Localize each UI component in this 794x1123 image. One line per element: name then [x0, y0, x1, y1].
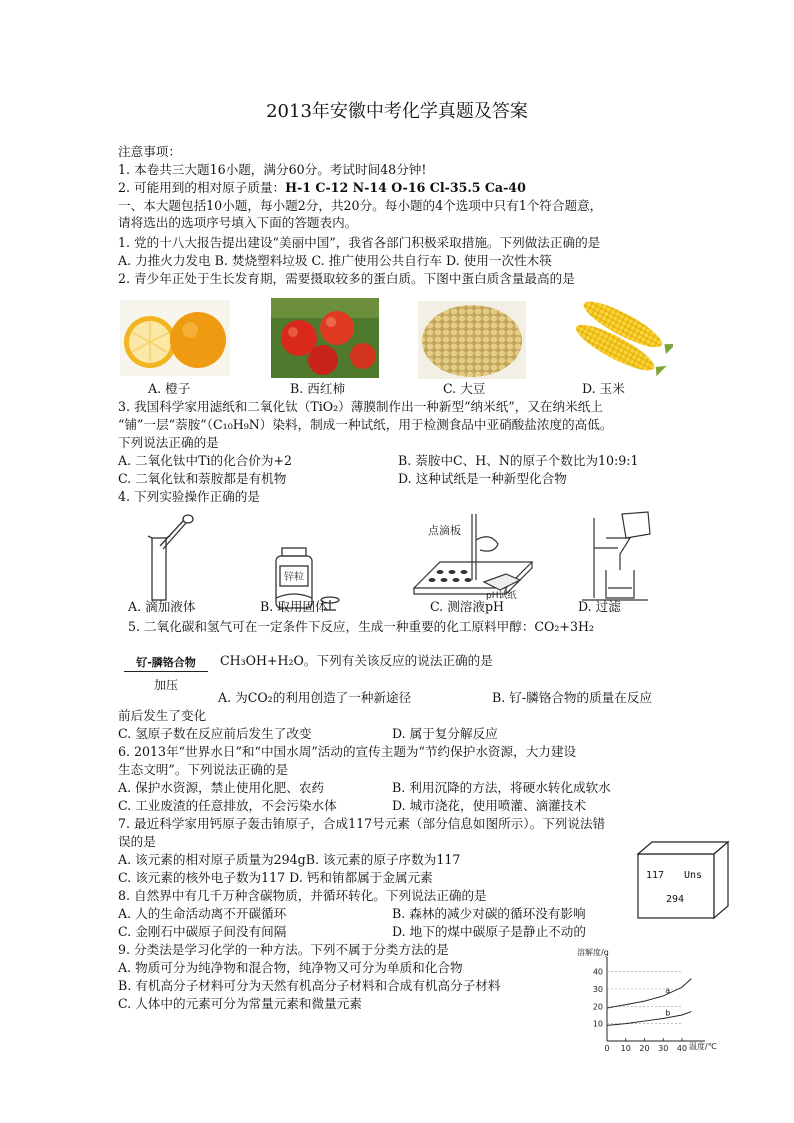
q3-line-3: 下列说法正确的是 [118, 435, 219, 450]
orange-photo [120, 300, 230, 376]
solubility-chart [575, 945, 735, 1055]
element-mass: 294 [666, 894, 685, 905]
q3-option-d: D. 这种试纸是一种新型化合物 [398, 471, 567, 486]
x-tick-label: 10 [620, 1044, 631, 1053]
section1-intro-2: 请将选出的选项序号填入下面的答题表内。 [118, 215, 358, 230]
y-tick-label: 20 [592, 1002, 603, 1012]
q9-option-b: B. 有机高分子材料可分为天然有机高分子材料和合成有机高分子材料 [118, 978, 501, 993]
chart-ylabel: 溶解度/g [577, 948, 609, 957]
section1-intro-1: 一、本大题包括10小题，每小题2分，共20分。每小题的4个选项中只有1个符合题意， [118, 198, 603, 213]
q3-line-1: 3. 我国科学家用滤纸和二氧化钛（TiO₂）薄膜制作出一种新型“纳米纸”，又在纳米纸上 [118, 399, 603, 414]
q7-line-3: A. 该元素的相对原子质量为294gB. 该元素的原子序数为117 [118, 852, 461, 867]
atomic-masses: H-1 C-12 N-14 O-16 Cl-35.5 Ca-40 [285, 180, 526, 195]
x-tick-label: 0 [604, 1044, 610, 1053]
y-tick-label: 40 [592, 967, 603, 977]
q6-option-b: B. 利用沉降的方法，将硬水转化成软水 [392, 780, 611, 795]
ph-paper-label: pH试纸 [486, 591, 517, 601]
x-tick-label: 20 [639, 1044, 650, 1053]
q4-stem: 4. 下列实验操作正确的是 [118, 489, 260, 504]
element-symbol: Uns [684, 870, 703, 881]
series-label-b: b [665, 1008, 671, 1018]
notice-item-1: 1. 本卷共三大题16小题，满分60分。考试时间48分钟! [118, 162, 427, 177]
notice-item-2 [118, 179, 526, 196]
q3-option-c: C. 二氧化钛和萘胺都是有机物 [118, 471, 287, 486]
q2-caption-c: C. 大豆 [443, 381, 486, 396]
q6-option-a: A. 保护水资源，禁止使用化肥、农药 [118, 780, 325, 795]
y-tick-label: 10 [592, 1019, 603, 1029]
q2-stem: 2. 青少年正处于生长发育期，需要摄取较多的蛋白质。下图中蛋白质含量最高的是 [118, 271, 575, 286]
q3-option-b: B. 萘胺中C、H、N的原子个数比为10:9:1 [398, 453, 639, 468]
chart-xlabel: 温度/℃ [689, 1042, 717, 1051]
q6-line-1: 6. 2013年“世界水日”和“中国水周”活动的宣传主题为“节约保护水资源，大力建设 [118, 744, 577, 759]
q1-stem: 1. 党的十八大报告提出建设“美丽中国”，我省各部门积极采取措施。下列做法正确的是 [118, 235, 601, 250]
q8-option-d: D. 地下的煤中碳原子是静止不动的 [392, 924, 586, 939]
series-line-a [607, 979, 691, 1008]
q6-line-2: 生态文明”。下列说法正确的是 [118, 762, 289, 777]
series-label-a: a [665, 985, 671, 995]
q8-option-c: C. 金刚石中碳原子间没有间隔 [118, 924, 287, 939]
q3-option-a: A. 二氧化钛中Ti的化合价为+2 [118, 453, 293, 468]
q6-option-d: D. 城市浇花，使用喷灌、滴灌技术 [392, 798, 586, 813]
q8-stem: 8. 自然界中有几千万种含碳物质，并循环转化。下列说法正确的是 [118, 888, 487, 903]
element-number: 117 [646, 870, 665, 881]
q5-stem: 5. 二氧化碳和氢气可在一定条件下反应，生成一种重要的化工原料甲醇：CO₂+3H₂ [128, 619, 595, 634]
q8-option-b: B. 森林的减少对碳的循环没有影响 [392, 906, 586, 921]
page-title: 2013年安徽中考化学真题及答案 [266, 101, 528, 122]
q5-option-b-cont: 前后发生了变化 [118, 708, 207, 723]
notice-heading: 注意事项： [118, 144, 181, 159]
notice-item-2-prefix: 2. 可能用到的相对原子质量： [118, 180, 286, 195]
soybean-photo [418, 301, 526, 379]
q5-option-d: D. 属于复分解反应 [392, 726, 498, 741]
q4-caption-b: B. 取用固体 [260, 599, 328, 614]
reaction-catalyst: 钌-膦铬合物 [136, 656, 196, 669]
q7-line-4: C. 该元素的核外电子数为117 D. 钙和铕都属于金属元素 [118, 870, 433, 885]
dropper-figure [140, 510, 200, 602]
q7-line-1: 7. 最近科学家用钙原子轰击铕原子，合成117号元素（部分信息如图所示）。下列说法错 [118, 816, 606, 831]
q9-stem: 9. 分类法是学习化学的一种方法。下列不属于分类方法的是 [118, 942, 449, 957]
q2-caption-b: B. 西红柿 [290, 381, 346, 396]
q4-caption-a: A. 滴加液体 [128, 599, 196, 614]
q9-option-c: C. 人体中的元素可分为常量元素和微量元素 [118, 996, 362, 1011]
q5-products: CH₃OH+H₂O。下列有关该反应的说法正确的是 [220, 653, 493, 668]
q8-option-a: A. 人的生命活动离不开碳循环 [118, 906, 287, 921]
corn-photo [563, 300, 673, 380]
q4-caption-d: D. 过滤 [578, 599, 621, 614]
q7-line-2: 误的是 [118, 834, 156, 849]
x-tick-label: 40 [676, 1044, 688, 1053]
tomato-photo [271, 298, 379, 378]
q2-caption-a: A. 橙子 [148, 381, 191, 396]
spot-plate-figure [410, 510, 540, 602]
x-tick-label: 30 [658, 1044, 669, 1053]
q5-option-b: B. 钌-膦铬合物的质量在反应 [492, 690, 653, 705]
q9-option-a: A. 物质可分为纯净物和混合物，纯净物又可分为单质和化合物 [118, 960, 463, 975]
series-line-b [607, 1012, 691, 1026]
zinc-label: 锌粒 [284, 572, 304, 583]
q4-caption-c: C. 测溶液pH [430, 599, 505, 614]
filtration-figure [578, 508, 666, 604]
q5-option-c: C. 氢原子数在反应前后发生了改变 [118, 726, 312, 741]
element-card [636, 840, 732, 920]
reaction-arrow [124, 671, 208, 672]
reaction-condition: 加压 [153, 678, 178, 692]
y-tick-label: 30 [592, 985, 603, 994]
q1-options: A. 力推火力发电 B. 焚烧塑料垃圾 C. 推广使用公共自行车 D. 使用一次性木筷 [118, 253, 552, 268]
q6-option-c: C. 工业废渣的任意排放，不会污染水体 [118, 798, 337, 813]
q5-option-a: A. 为CO₂的利用创造了一种新途径 [218, 690, 412, 705]
spot-plate-label: 点滴板 [428, 524, 461, 537]
q2-caption-d: D. 玉米 [582, 381, 625, 396]
q3-line-2: “铺”一层“萘胺”（C₁₀H₉N）染料，制成一种试纸，用于检测食品中亚硝酸盐浓度的高低。 [118, 417, 613, 432]
